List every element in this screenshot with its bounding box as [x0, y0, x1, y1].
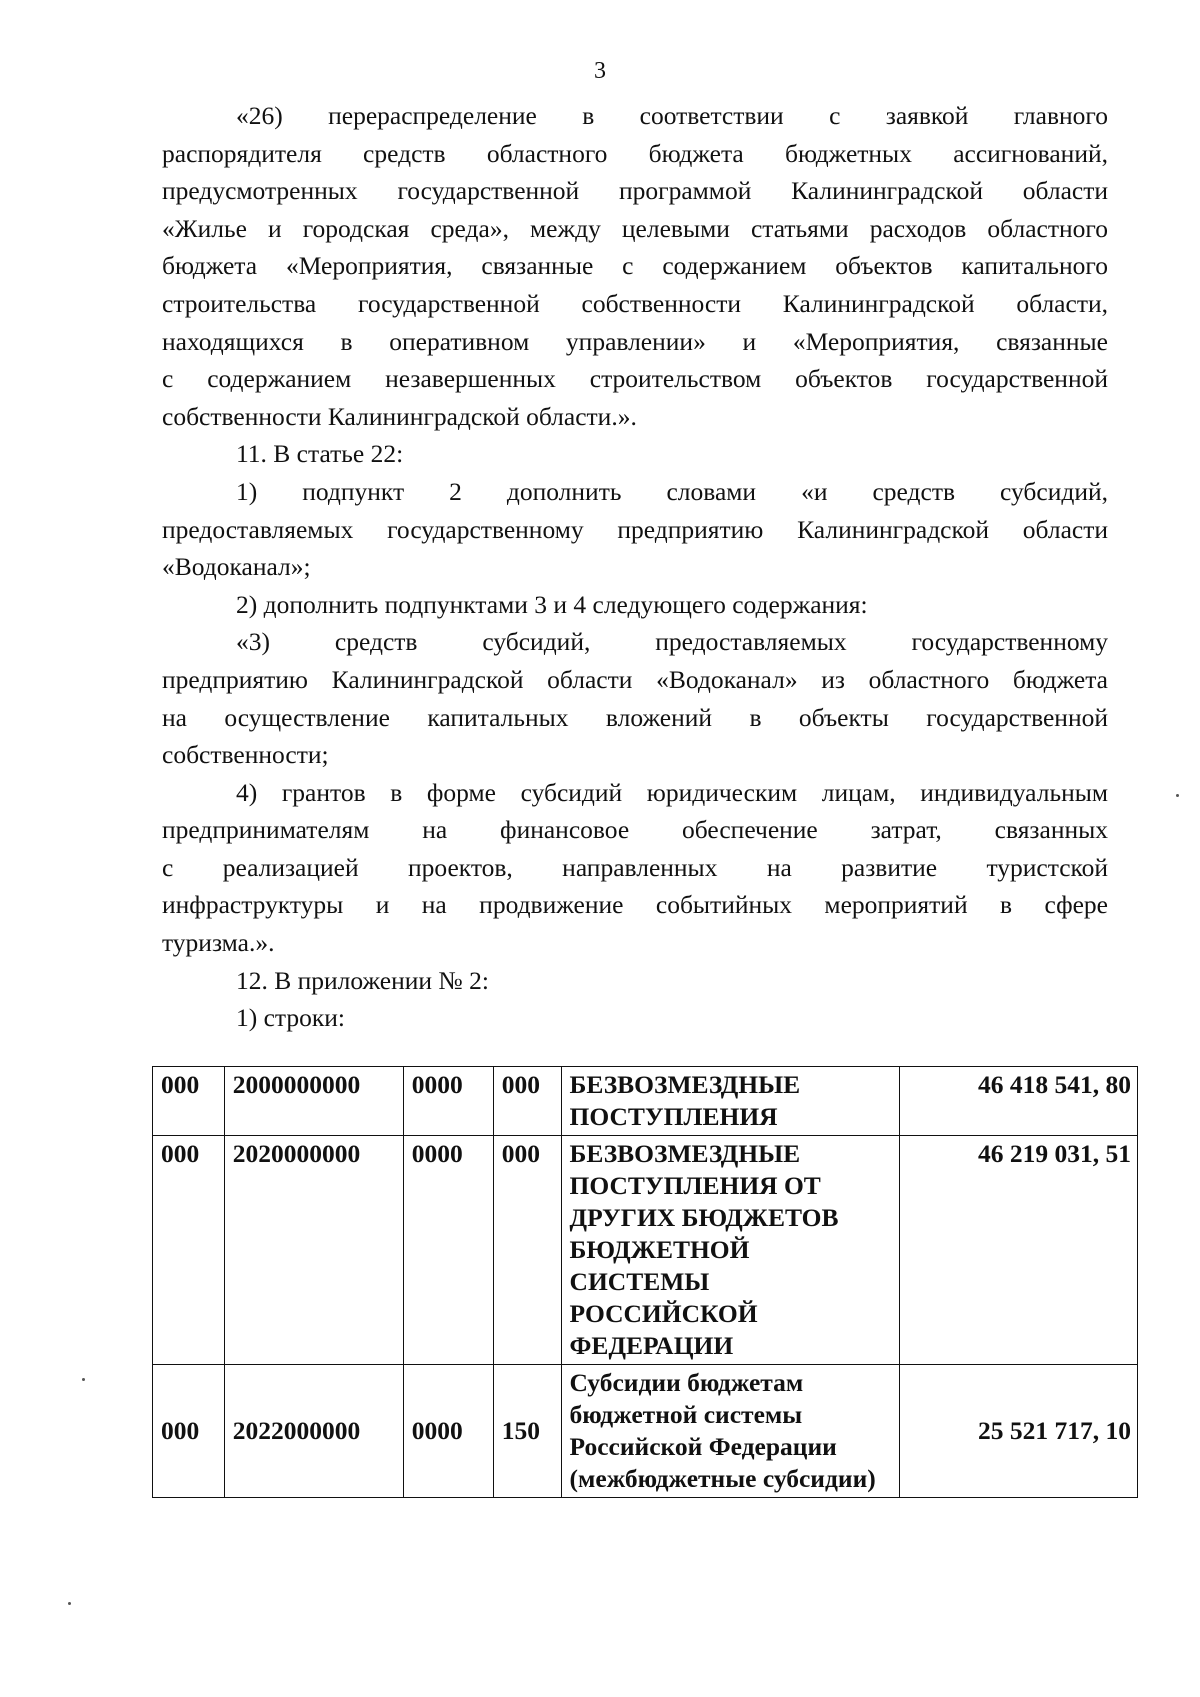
text-line: предусмотренных государственной программой Калининградской области	[162, 176, 1108, 206]
text-line: предприятию Калининградской области «Водоканал» из областного бюджета	[162, 664, 1108, 694]
paragraph-26-continued	[162, 135, 1108, 436]
table-row	[153, 1136, 1138, 1365]
text-line: предпринимателям на финансовое обеспечение затрат, связанных	[162, 815, 1108, 845]
item-11-subitem-4	[162, 774, 1108, 812]
item-11-heading	[162, 435, 1108, 473]
kind-code-cell: 150	[493, 1365, 561, 1498]
table-row	[153, 1067, 1138, 1136]
document-body	[162, 97, 1108, 1037]
text-line: с содержанием незавершенных строительством объектов государственной	[162, 364, 1108, 394]
revenue-name-cell: БЕЗВОЗМЕЗДНЫЕ ПОСТУПЛЕНИЯ	[561, 1067, 900, 1136]
revenue-name-cell: Субсидии бюджетам бюджетной системы Российской Федерации (межбюджетные субсидии)	[561, 1365, 900, 1498]
item-11-subitem-2	[162, 586, 1108, 624]
subtype-code-cell: 0000	[403, 1067, 493, 1136]
budget-table	[152, 1066, 1138, 1498]
revenue-code-cell: 2022000000	[224, 1365, 403, 1498]
text-line: «26) перераспределение в соответствии с заявкой главного	[236, 101, 1108, 130]
text-line: 4) грантов в форме субсидий юридическим лицам, индивидуальным	[236, 777, 1108, 807]
item-11-subitem-4-continued	[162, 811, 1108, 961]
text-line: 1) подпункт 2 дополнить словами «и средств субсидий,	[236, 476, 1108, 506]
table-row	[153, 1365, 1138, 1498]
admin-code-cell: 000	[153, 1365, 225, 1498]
amount-cell: 25 521 717, 10	[900, 1365, 1138, 1498]
text-line: строительства государственной собственности Калининградской области,	[162, 288, 1108, 318]
item-11-subitem-1-continued	[162, 511, 1108, 586]
item-11-subitem-3	[162, 623, 1108, 661]
text-line: 1) строки:	[236, 1003, 346, 1033]
kind-code-cell: 000	[493, 1067, 561, 1136]
text-line: «3) средств субсидий, предоставляемых государственному	[236, 627, 1108, 657]
text-line: инфраструктуры и на продвижение событийных мероприятий в сфере	[162, 890, 1108, 920]
text-line: находящихся в оперативном управлении» и «Мероприятия, связанные	[162, 326, 1108, 356]
paragraph-26	[162, 97, 1108, 135]
text-line: 2) дополнить подпунктами 3 и 4 следующего содержания:	[236, 589, 868, 619]
item-12-subitem-1	[162, 999, 1108, 1037]
text-line: 12. В приложении № 2:	[236, 965, 489, 995]
kind-code-cell: 000	[493, 1136, 561, 1365]
item-12-heading	[162, 962, 1108, 1000]
text-line: «Жилье и городская среда», между целевыми статьями расходов областного	[162, 213, 1108, 243]
revenue-code-cell: 2000000000	[224, 1067, 403, 1136]
text-line: 11. В статье 22:	[236, 439, 404, 469]
text-line: «Водоканал»;	[162, 552, 311, 582]
scan-speck	[82, 1378, 85, 1381]
text-line: бюджета «Мероприятия, связанные с содержанием объектов капитального	[162, 251, 1108, 281]
subtype-code-cell: 0000	[403, 1136, 493, 1365]
item-11-subitem-1	[162, 473, 1108, 511]
revenue-name-cell: БЕЗВОЗМЕЗДНЫЕ ПОСТУПЛЕНИЯ ОТ ДРУГИХ БЮДЖЕТОВ БЮДЖЕТНОЙ СИСТЕМЫ РОССИЙСКОЙ ФЕДЕРАЦИИ	[561, 1136, 900, 1365]
scan-speck	[68, 1602, 71, 1605]
item-11-subitem-3-continued	[162, 661, 1108, 774]
text-line: с реализацией проектов, направленных на развитие туристской	[162, 852, 1108, 882]
text-line: собственности;	[162, 740, 329, 770]
text-line: собственности Калининградской области.».	[162, 401, 637, 431]
subtype-code-cell: 0000	[403, 1365, 493, 1498]
amount-cell: 46 418 541, 80	[900, 1067, 1138, 1136]
admin-code-cell: 000	[153, 1136, 225, 1365]
amount-cell: 46 219 031, 51	[900, 1136, 1138, 1365]
page-number: 3	[594, 58, 606, 84]
text-line: предоставляемых государственному предприятию Калининградской области	[162, 514, 1108, 544]
revenue-code-cell: 2020000000	[224, 1136, 403, 1365]
text-line: туризма.».	[162, 928, 275, 958]
text-line: на осуществление капитальных вложений в объекты государственной	[162, 702, 1108, 732]
text-line: распорядителя средств областного бюджета бюджетных ассигнований,	[162, 138, 1108, 168]
scan-speck	[1176, 794, 1179, 797]
admin-code-cell: 000	[153, 1067, 225, 1136]
